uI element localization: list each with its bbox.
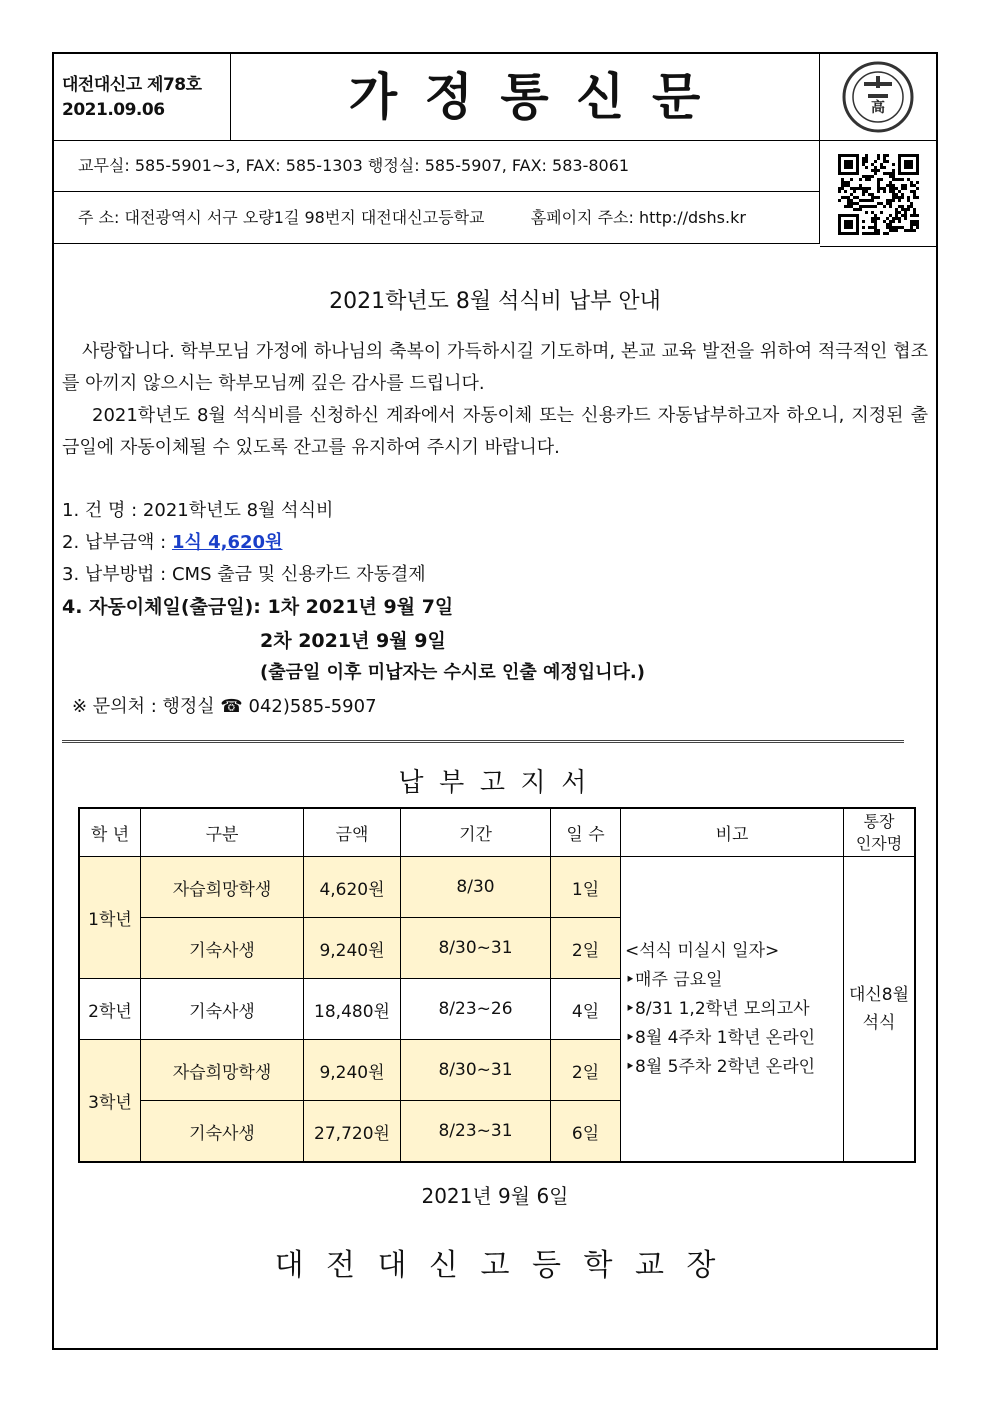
emblem-char: 高 (871, 100, 885, 116)
school-emblem-icon (820, 54, 936, 140)
second-debit-date: 2차 2021년 9월 9일 (260, 630, 446, 652)
bill-title: 납부고지서 (398, 768, 602, 798)
principal-signature: 대전대신고등학교장 (274, 1248, 738, 1283)
item-subject: 1. 건 명 : 2021학년도 8월 석식비 (62, 500, 334, 521)
item-amount: 2. 납부금액 : 1식 4,620원 (62, 532, 283, 553)
issue-date-footer: 2021년 9월 6일 (421, 1184, 569, 1208)
table-header: 학 년 구분 금액 기간 일 수 비고 통장 인자명 (79, 808, 915, 857)
table-row: 기숙사생 9,240원 8/30~31 2일 (79, 918, 915, 979)
address-text: 대전광역시 서구 오량1길 98번지 대전대신고등학교 (124, 208, 485, 227)
late-note: (출금일 이후 미납자는 수시로 인출 예정입니다.) (260, 662, 645, 683)
contact-row: 교무실: 585-5901~3, FAX: 585-1303 행정실: 585-5907, FAX: 583-8061 (54, 140, 820, 192)
table-row: 3학년 자습희망학생 9,240원 8/30~31 2일 (79, 1040, 915, 1101)
homepage-link[interactable]: http://dshs.kr (639, 208, 746, 227)
qr-code-icon[interactable] (820, 140, 936, 247)
item-method: 3. 납부방법 : CMS 출금 및 신용카드 자동결제 (62, 564, 426, 585)
issue-number: 대전대신고 제78호 (62, 75, 202, 95)
table-row: 1학년 자습희망학생 4,620원 8/30 1일 <석식 미실시 일자> ‣매주 금요일 ‣8/31 1,2학년 모의고사 ‣8월 4주차 1학년 온라인 ‣8월 5주차 2학년 온라인 대신8월 석식 (79, 857, 915, 918)
issue-date: 2021.09.06 (62, 100, 165, 120)
table-row: 기숙사생 27,720원 8/23~31 6일 (79, 1101, 915, 1163)
masthead (54, 54, 936, 141)
inquiry-contact: ※ 문의처 : 행정실 ☎ 042)585-5907 (72, 696, 377, 717)
divider (62, 740, 904, 743)
info-paragraph: 2021학년도 8월 석식비를 신청하신 계좌에서 자동이체 또는 신용카드 자동납부하고자 하오니, 지정된 출금일에 자동이체될 수 있도록 잔고를 유지하여 주시기 바랍니다. (62, 405, 928, 458)
address-row (54, 192, 820, 244)
payment-table (78, 807, 916, 1163)
document-frame (52, 52, 938, 1350)
address-label: 주 소: (78, 208, 120, 227)
table-row: 2학년 기숙사생 18,480원 8/23~26 4일 (79, 979, 915, 1040)
notice-heading: 2021학년도 8월 석식비 납부 안내 (329, 289, 661, 314)
amount-link[interactable]: 1식 4,620원 (171, 532, 283, 553)
issue-info (54, 54, 231, 140)
remark-cell: <석식 미실시 일자> ‣매주 금요일 ‣8/31 1,2학년 모의고사 ‣8월 4주차 1학년 온라인 ‣8월 5주차 2학년 온라인 (621, 857, 844, 1163)
greeting-paragraph: 사랑합니다. 학부모님 가정에 하나님의 축복이 가득하시길 기도하며, 본교 교육 발전을 위하여 적극적인 협조를 아끼지 않으시는 학부모님께 깊은 감사를 드립니다. (62, 341, 928, 394)
account-name-cell: 대신8월 석식 (844, 857, 916, 1163)
newsletter-title: 가정통신문 (230, 54, 820, 140)
item-debit-date: 4. 자동이체일(출금일): 1차 2021년 9월 7일 (62, 596, 454, 618)
homepage-label: 홈페이지 주소: (530, 208, 634, 227)
